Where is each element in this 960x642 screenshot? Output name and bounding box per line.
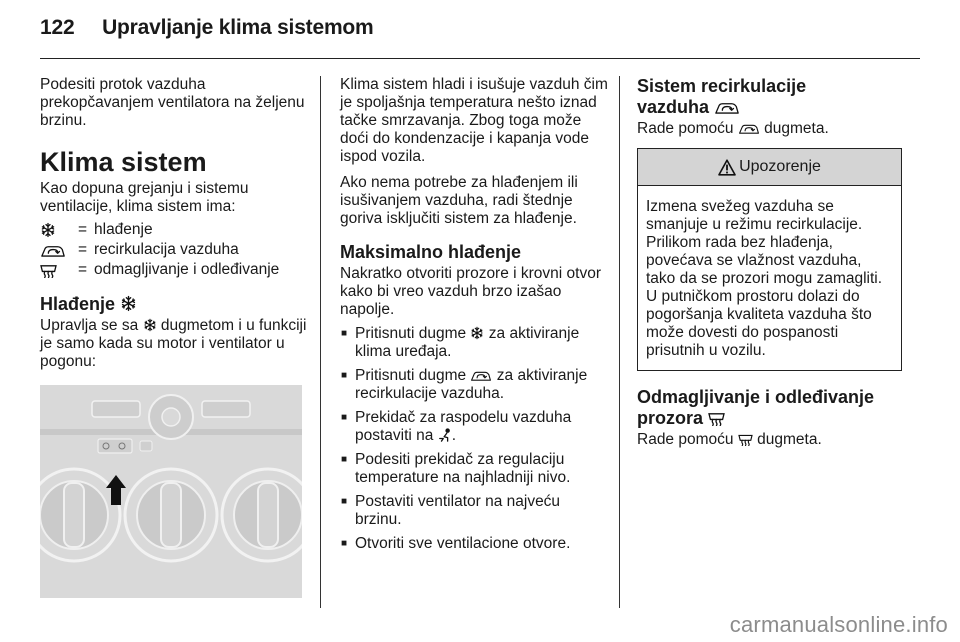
section-heading-max-cooling: Maksimalno hlađenje <box>340 242 522 262</box>
climate-intro-text: Kao dopuna grejanju i sistemu ventilacije, klima sistem ima: <box>40 180 249 215</box>
warning-title: Upozorenje <box>739 158 821 175</box>
definition-defrost: = odmagljivanje i odleđivanje <box>40 260 308 280</box>
definition-text: hlađenje <box>94 221 153 238</box>
snowflake-icon <box>143 318 157 332</box>
cooling-description: Upravlja se sa dugmetom i u funkciji je samo kada su motor i ventilator u pogonu: <box>40 317 307 370</box>
fan-intro-text: Podesiti protok vazduha prekopčavanjem ventilatora na željenu brzinu. <box>40 76 305 129</box>
recirculation-icon <box>40 243 66 258</box>
page-title: Upravljanje klima sistemom <box>102 16 374 39</box>
column-divider-1 <box>320 76 321 608</box>
recirculation-icon <box>470 369 492 382</box>
climate-control-panel-illustration <box>40 385 302 598</box>
defrost-text: Rade pomoću dugmeta. <box>637 431 822 448</box>
column-3 <box>637 76 902 457</box>
page-number: 122 <box>40 16 75 39</box>
warning-triangle-icon <box>718 159 736 176</box>
section-heading-recirculation: Sistem recirkulacije vazduha <box>637 76 807 117</box>
max-cooling-steps <box>340 325 608 553</box>
defrost-icon <box>40 263 57 278</box>
condensation-paragraph: Klima sistem hladi i isušuje vazduh čim je spoljašnja temperatura nešto iznad tačke smrzavanja. Zbog toga može doći do kondenzacije i kapanja vode ispod vozila. <box>340 76 608 165</box>
warning-header <box>638 149 901 186</box>
column-divider-2 <box>619 76 620 608</box>
list-item: ■ Prekidač za raspodelu vazduha postaviti na . <box>340 409 608 445</box>
warning-text: Izmena svežeg vazduha se smanjuje u režimu recirkulacije. Prilikom rada bez hlađenja, povećava se vlažnost vazduha, tako da se prozori mogu zamagliti. U putničkom prostoru dolazi do pogoršanja kvaliteta vazduha što može dovesti do pospanosti prisutnih u vozilu. <box>646 198 883 359</box>
definition-cooling: = hlađenje <box>40 220 308 240</box>
defrost-icon <box>708 411 725 426</box>
snowflake-icon <box>470 326 484 340</box>
symbol-definition-list <box>40 220 308 280</box>
snowflake-icon <box>40 222 56 238</box>
watermark: carmanualsonline.info <box>729 612 948 637</box>
section-heading-defrost: Odmagljivanje i odleđivanje prozora <box>637 387 875 428</box>
warning-box <box>637 148 902 371</box>
section-heading-cooling: Hlađenje <box>40 294 308 315</box>
footwell-air-icon <box>438 428 452 442</box>
defrost-icon <box>738 433 753 446</box>
snowflake-icon <box>120 295 137 312</box>
recirculation-icon <box>738 122 760 135</box>
header-divider <box>40 58 920 59</box>
definition-text: odmagljivanje i odleđivanje <box>94 261 280 278</box>
list-item: ■ Otvoriti sve ventilacione otvore. <box>340 535 608 553</box>
recirculation-icon <box>714 100 740 115</box>
definition-recirculation: = recirkulacija vazduha <box>40 240 308 260</box>
list-item: ■ Podesiti prekidač za regulaciju temperature na najhladniji nivo. <box>340 451 608 487</box>
control-panel-drawing <box>40 385 302 598</box>
list-item: ■ Pritisnuti dugme za aktiviranje recirkulacije vazduha. <box>340 367 608 403</box>
max-cooling-intro: Nakratko otvoriti prozore i krovni otvor kako bi vreo vazduh brzo izašao napolje. <box>340 265 602 318</box>
recirculation-text: Rade pomoću dugmeta. <box>637 120 829 137</box>
list-item: ■ Pritisnuti dugme za aktiviranje klima uređaja. <box>340 325 608 361</box>
list-item: ■ Postaviti ventilator na najveću brzinu. <box>340 493 608 529</box>
page-header <box>40 16 374 40</box>
column-1 <box>40 76 308 598</box>
fuel-saving-paragraph: Ako nema potrebe za hlađenjem ili isušivanjem vazduha, radi štednje goriva isključiti sistem za hlađenje. <box>340 174 578 227</box>
column-2 <box>340 76 608 559</box>
section-heading-climate-system: Klima sistem <box>40 147 207 177</box>
definition-text: recirkulacija vazduha <box>94 241 239 258</box>
